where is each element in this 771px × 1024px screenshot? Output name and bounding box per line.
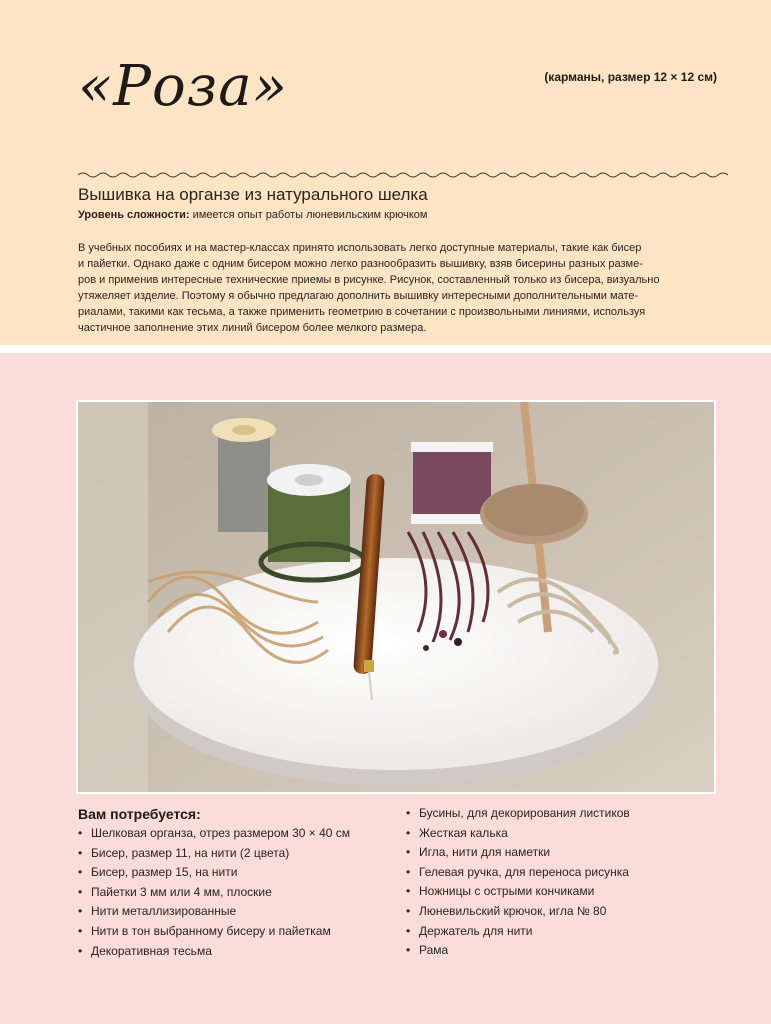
intro-text <box>78 240 718 336</box>
list-item: • Бусины, для декорирования листиков <box>406 804 726 824</box>
list-item: • Шелковая органза, отрез размером 30 × 40 см <box>78 824 398 844</box>
list-item: • Жесткая калька <box>406 824 726 844</box>
intro-line: и пайетки. Однако даже с одним бисером можно легко разнообразить вышивку, взяв бисерины разных разме- <box>78 258 643 270</box>
list-item: • Декоративная тесьма <box>78 942 398 962</box>
list-item: • Нити в тон выбранному бисеру и пайеткам <box>78 922 398 942</box>
intro-line: ров и применив интересные технические приемы в рисунке. Рисунок, составленный только из бисера, визуально <box>78 274 660 286</box>
intro-line: утяжеляет изделие. Поэтому я обычно предлагаю дополнить вышивку интересными дополнительными мате- <box>78 290 639 302</box>
materials-photo-illustration <box>78 402 714 792</box>
page-title: «Роза» <box>78 54 288 119</box>
header-panel <box>0 0 771 345</box>
list-item: • Бисер, размер 11, на нити (2 цвета) <box>78 844 398 864</box>
materials-title: Вам потребуется: <box>78 806 201 822</box>
size-note: (карманы, размер 12 × 12 см) <box>544 70 717 84</box>
materials-list-left <box>78 824 398 961</box>
subtitle: Вышивка на органзе из натурального шелка <box>78 185 428 204</box>
list-item: • Рама <box>406 941 726 961</box>
list-item: • Нити металлизированные <box>78 902 398 922</box>
list-item: • Держатель для нити <box>406 922 726 942</box>
intro-line: частичное заполнение этих линий бисером более мелкого размера. <box>78 322 427 334</box>
list-item: • Игла, нити для наметки <box>406 843 726 863</box>
list-item: • Бисер, размер 15, на нити <box>78 863 398 883</box>
intro-line: В учебных пособиях и на мастер-классах принято использовать легко доступные материалы, такие как бисер <box>78 242 642 254</box>
list-item: • Гелевая ручка, для переноса рисунка <box>406 863 726 883</box>
list-item: • Пайетки 3 мм или 4 мм, плоские <box>78 883 398 903</box>
materials-photo <box>76 400 716 794</box>
section-gap <box>0 345 771 353</box>
intro-line: риалами, такими как тесьма, а также применить геометрию в сочетании с произвольными линиями, используя <box>78 306 646 318</box>
difficulty-level <box>78 209 427 221</box>
list-item: • Ножницы с острыми кончиками <box>406 882 726 902</box>
difficulty-value: имеется опыт работы люневильским крючком <box>192 209 428 221</box>
wavy-divider <box>78 171 728 183</box>
difficulty-label: Уровень сложности: <box>78 209 190 221</box>
list-item: • Люневильский крючок, игла № 80 <box>406 902 726 922</box>
materials-list-right <box>406 804 726 961</box>
